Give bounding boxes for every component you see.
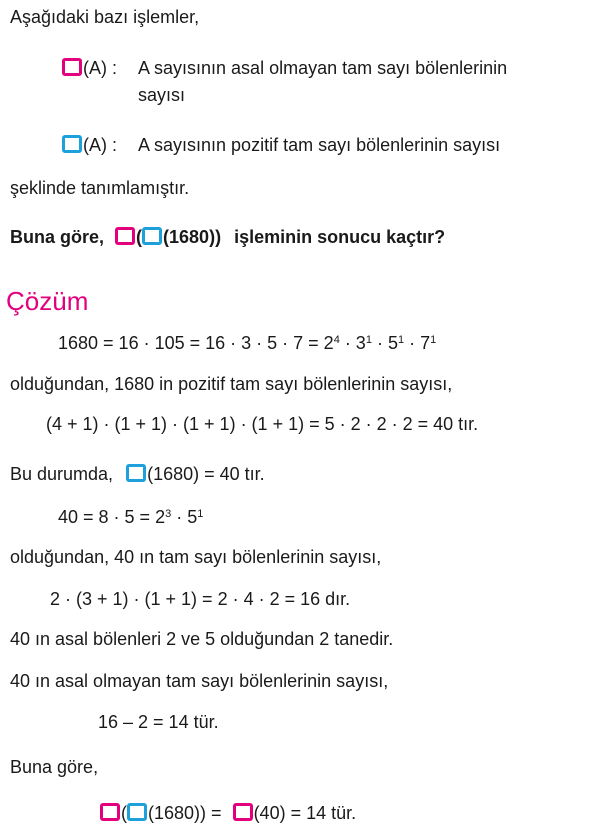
- eq1-factor: · 7: [404, 333, 431, 353]
- solution-title: Çözüm: [6, 286, 89, 316]
- question-prefix: Buna göre,: [10, 227, 105, 247]
- blue-square-operator-icon: [142, 227, 162, 245]
- solution-line-7: Buna göre,: [10, 757, 99, 777]
- eq1-exponent: 4: [333, 334, 340, 346]
- eq1-factor: · 5: [371, 333, 398, 353]
- question-suffix: işleminin sonucu kaçtır?: [234, 227, 446, 247]
- intro-text: Aşağıdaki bazı işlemler,: [10, 7, 200, 27]
- definition-a-text-2: sayısı: [138, 85, 186, 105]
- blue-square-operator-icon: [127, 803, 147, 821]
- solution-line-4: olduğundan, 40 ın tam sayı bölenlerinin sayısı,: [10, 547, 382, 567]
- equation-divisor-count-40: 2 · (3 + 1) · (1 + 1) = 2 · 4 · 2 = 16 dır.: [50, 589, 351, 609]
- definition-b: [62, 134, 117, 156]
- solution-line-3: [10, 463, 265, 485]
- eq1-exponent: 1: [365, 334, 372, 346]
- final-middle: (1680)) =: [148, 803, 222, 823]
- eq1-base: 1680 = 16 · 105 = 16 · 3 · 5 · 7 = 2: [58, 333, 334, 353]
- defined-text: şeklinde tanımlamıştır.: [10, 178, 190, 198]
- eq1-exponent: 1: [430, 334, 437, 346]
- final-open-paren: (: [121, 803, 127, 823]
- question-argument: (1680)): [163, 227, 222, 247]
- definition-a: [62, 57, 117, 79]
- pink-square-operator-icon: [100, 803, 120, 821]
- pink-square-operator-icon: [115, 227, 135, 245]
- equation-factor-40: [58, 506, 203, 528]
- blue-square-operator-icon: [62, 135, 82, 153]
- line3-suffix: (1680) = 40 tır.: [147, 464, 265, 484]
- eq3-exponent: 1: [197, 508, 204, 520]
- definition-b-text: A sayısının pozitif tam sayı bölenlerinin sayısı: [138, 135, 501, 155]
- final-result: [100, 802, 356, 824]
- solution-line-5: 40 ın asal bölenleri 2 ve 5 olduğundan 2 tanedir.: [10, 629, 394, 649]
- question-open-paren: (: [136, 227, 143, 247]
- eq3-base: 40 = 8 · 5 = 2: [58, 507, 166, 527]
- eq3-exponent: 3: [165, 508, 172, 520]
- question: [10, 226, 445, 248]
- definition-b-label: (A) :: [83, 135, 117, 155]
- solution-line-6: 40 ın asal olmayan tam sayı bölenlerinin sayısı,: [10, 671, 389, 691]
- pink-square-operator-icon: [62, 58, 82, 76]
- final-end: (40) = 14 tür.: [253, 803, 357, 823]
- solution-line-2: olduğundan, 1680 in pozitif tam sayı bölenlerinin sayısı,: [10, 374, 453, 394]
- definition-a-text-1: A sayısının asal olmayan tam sayı bölenlerinin: [138, 58, 508, 78]
- pink-square-operator-icon: [233, 803, 253, 821]
- definition-a-label: (A) :: [83, 58, 117, 78]
- blue-square-operator-icon: [126, 464, 146, 482]
- eq1-exponent: 1: [397, 334, 405, 346]
- equation-non-prime-count: 16 – 2 = 14 tür.: [98, 712, 219, 732]
- equation-prime-factorization: [58, 332, 436, 354]
- equation-divisor-count-1680: (4 + 1) · (1 + 1) · (1 + 1) · (1 + 1) = 5 · 2 · 2 · 2 = 40 tır.: [46, 414, 479, 434]
- line3-prefix: Bu durumda,: [10, 464, 114, 484]
- eq1-factor: · 3: [339, 333, 366, 353]
- eq3-factor: · 5: [171, 507, 198, 527]
